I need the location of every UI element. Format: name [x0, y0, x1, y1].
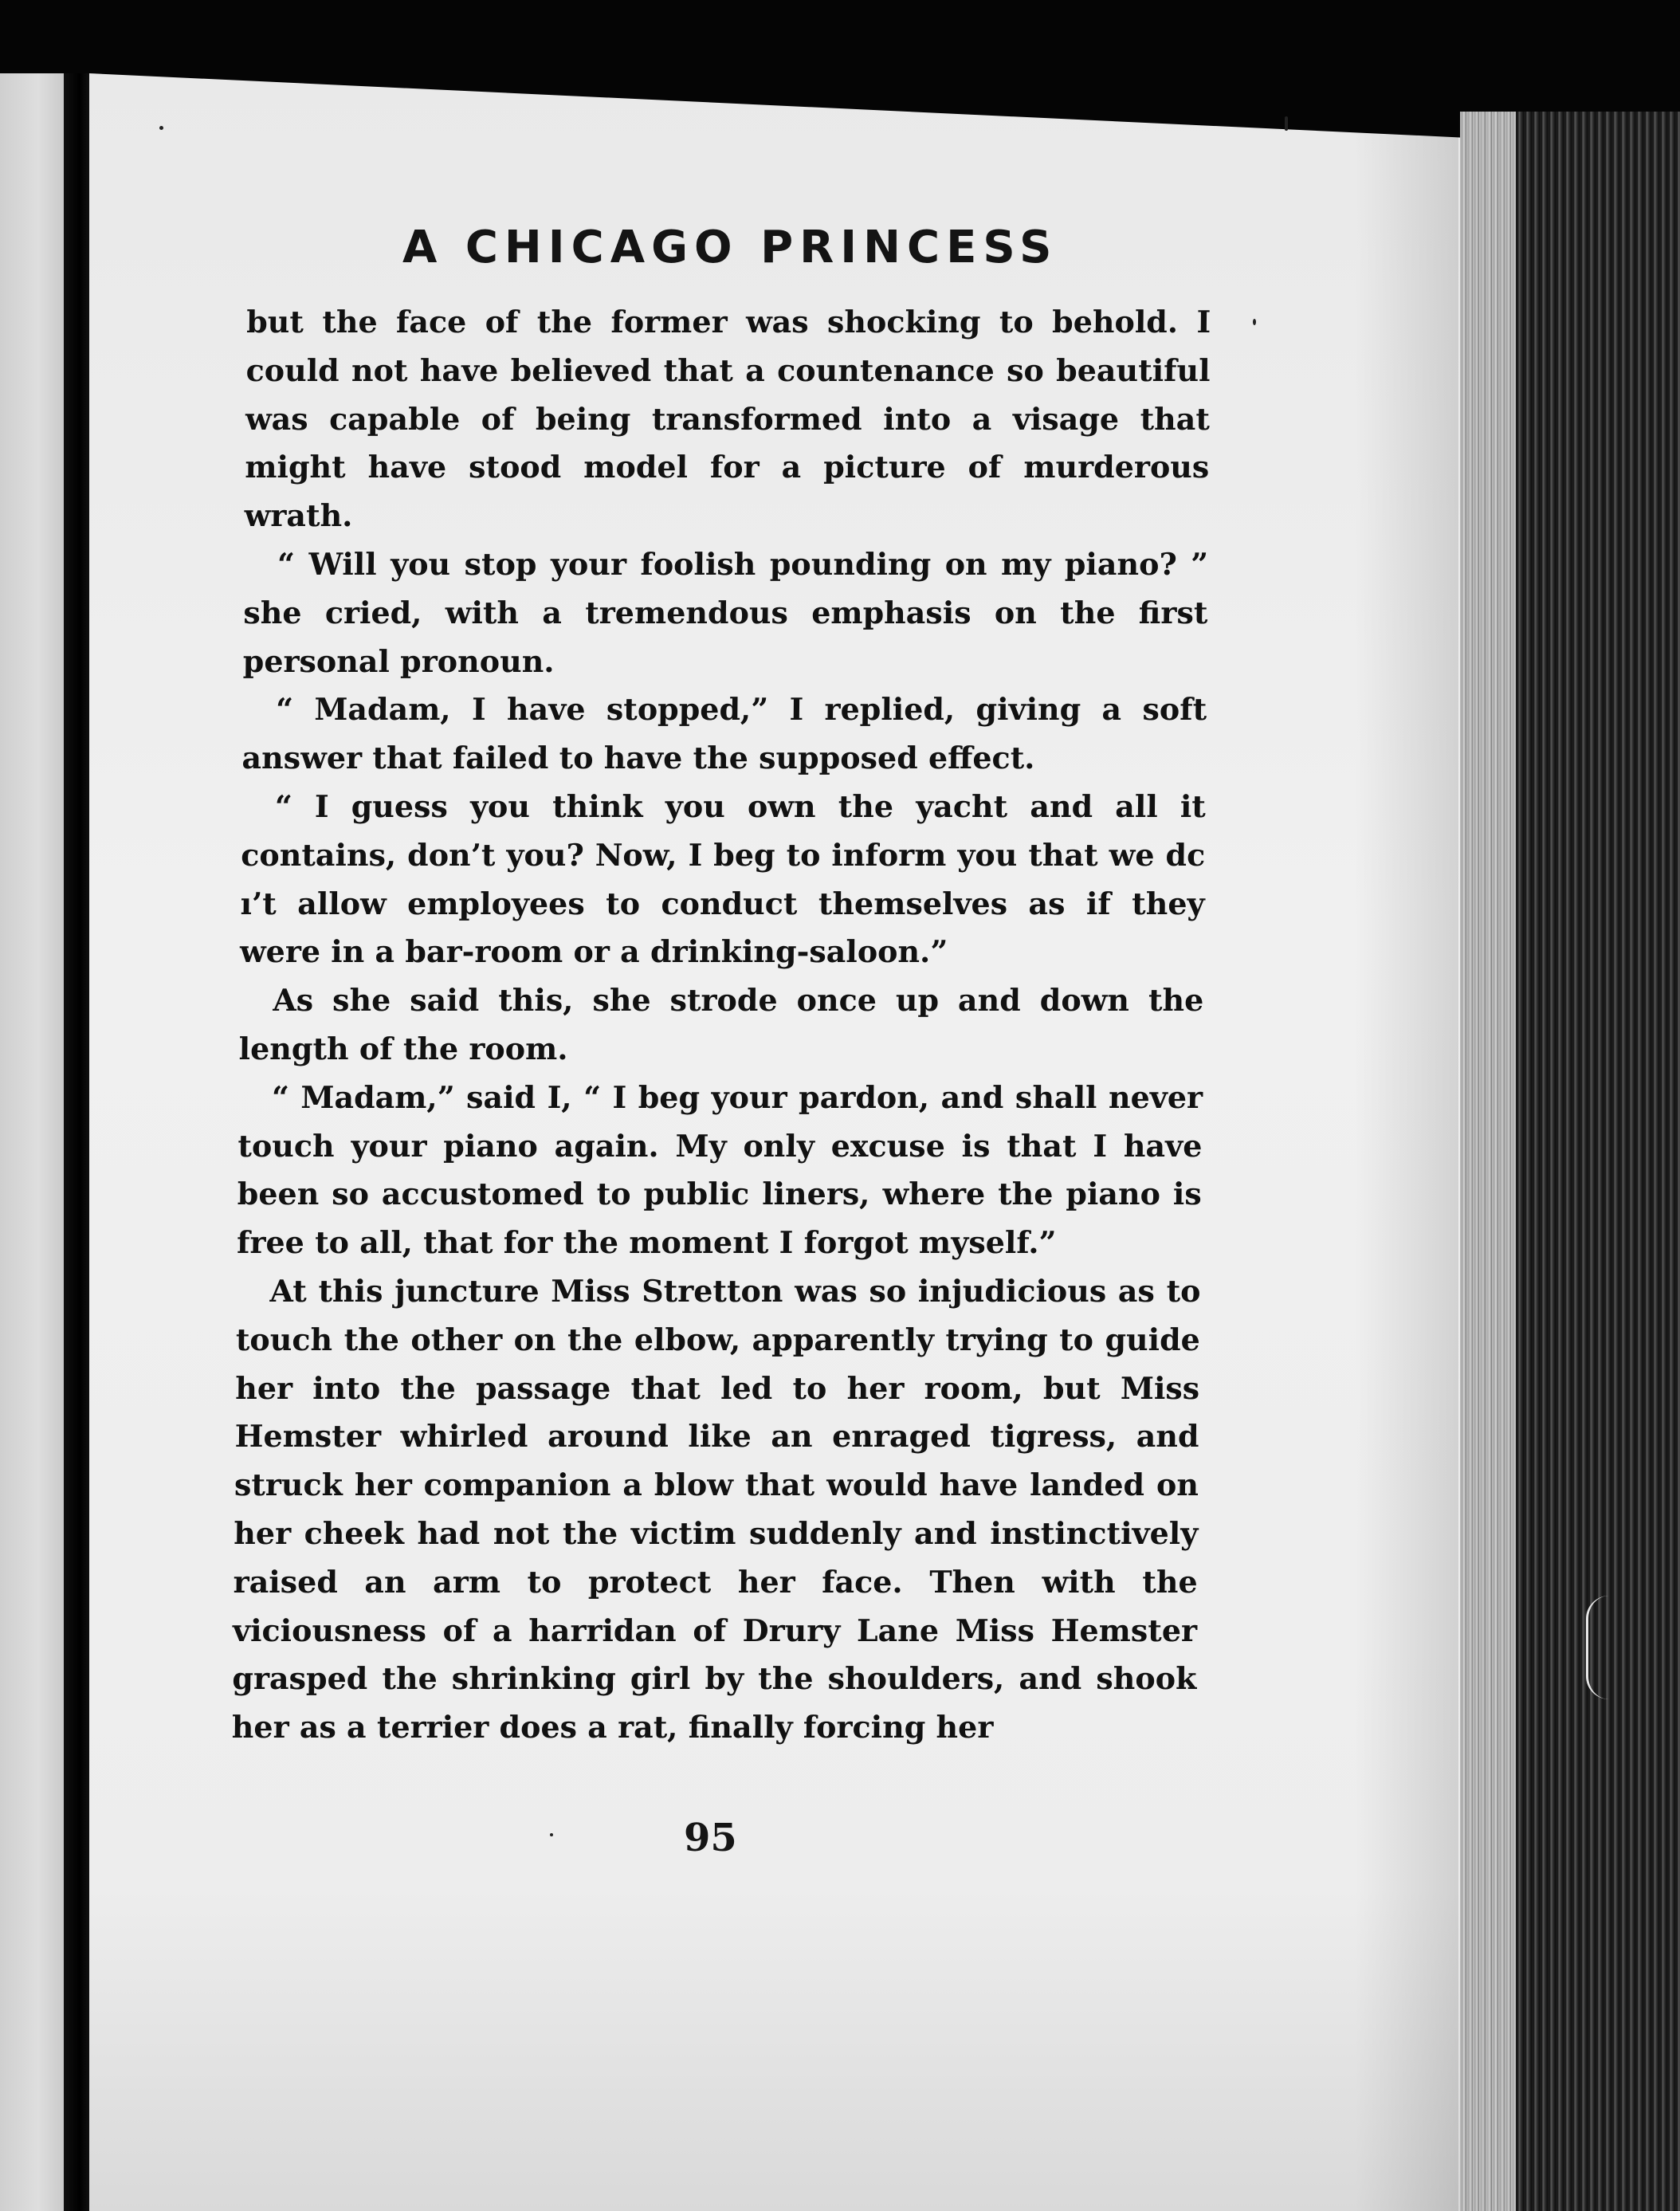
body-text	[231, 298, 1211, 1752]
scan-artifact	[1586, 1596, 1609, 1699]
paragraph: “ Madam,” said I, “ I beg your pardon, and shall never touch your piano again. My only excuse is that I have been so accustomed to public liners, where the piano is free to all, that for the moment I forgot myself.”	[236, 1078, 1203, 1261]
paragraph: “ Madam, I have stopped,” I replied, giving a soft answer that failed to have the supposed effect.	[241, 691, 1207, 776]
paragraph: As she said this, she strode once up and down the length of the room.	[238, 982, 1204, 1066]
paragraph: “ I guess you think you own the yacht and all it contains, don’t you? Now, I beg to inform you that we dc ı’t allow employees to conduct themselves as if they were in a bar-room or a drinking-saloon.”	[239, 787, 1207, 970]
page-edges-highlight	[1460, 112, 1516, 2211]
dust-speck	[159, 126, 163, 130]
paragraph: but the face of the former was shocking to behold. I could not have believed that a countenance so beautiful was capable of being transformed into a visage that might have stood model for a picture of murderous wrath.	[244, 304, 1211, 534]
page-number: 95	[684, 1816, 737, 1860]
page-curl-shadow	[1355, 120, 1458, 2211]
paragraph: At this juncture Miss Stretton was so injudicious as to touch the other on the elbow, apparently trying to guide her into the passage that led to her room, but Miss Hemster whirled around like an enraged tigress, and struck her companion a blow that would have landed on her cheek had not the victim suddenly and instinctively raised an arm to protect her face. Then with the viciousness of a harridan of Drury Lane Miss Hemster grasped the shrinking girl by the shoulders, and shook her as a terrier does a rat, finally forcing her	[231, 1272, 1201, 1746]
facing-page-edge	[0, 73, 64, 2211]
dust-speck	[550, 1833, 553, 1836]
paragraph: “ Will you stop your foolish pounding on my piano? ” she cried, with a tremendous emphasis on the first personal pronoun.	[242, 545, 1209, 679]
running-head: A CHICAGO PRINCESS	[402, 222, 1058, 273]
dust-speck	[1285, 116, 1288, 131]
dust-speck	[1253, 319, 1256, 325]
